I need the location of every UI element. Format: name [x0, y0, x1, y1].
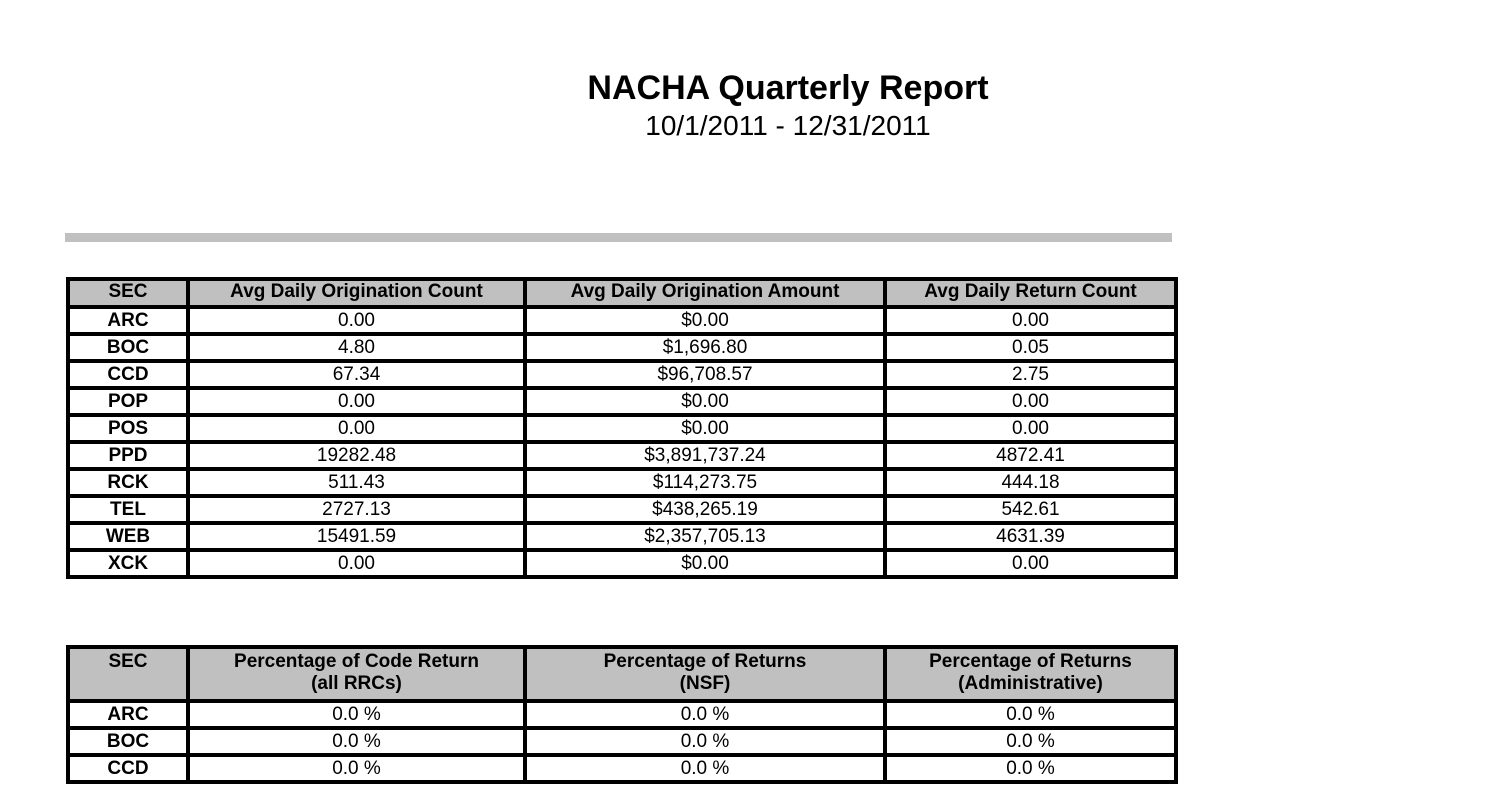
header-line-1: Percentage of Returns — [603, 651, 807, 672]
return-count: 542.61 — [885, 496, 1176, 523]
sec-code: TEL — [68, 496, 188, 523]
table-row — [68, 550, 1176, 577]
orig-count: 67.34 — [188, 361, 525, 388]
header-line-2: (all RRCs) — [311, 673, 402, 694]
orig-amount: $114,273.75 — [525, 469, 885, 496]
return-count: 0.00 — [885, 307, 1176, 334]
pct-administrative: 0.0 % — [885, 755, 1176, 782]
orig-amount: $0.00 — [525, 388, 885, 415]
orig-count: 511.43 — [188, 469, 525, 496]
header-line-1: Percentage of Code Return — [234, 651, 479, 672]
sec-code: CCD — [68, 755, 188, 782]
pct-code-return: 0.0 % — [188, 728, 525, 755]
header-divider — [65, 233, 1172, 242]
sec-code: POP — [68, 388, 188, 415]
sec-code: ARC — [68, 307, 188, 334]
return-count: 0.00 — [885, 388, 1176, 415]
table-row — [68, 334, 1176, 361]
return-count: 0.05 — [885, 334, 1176, 361]
column-header-sec — [68, 647, 188, 701]
table-row — [68, 523, 1176, 550]
orig-count: 0.00 — [188, 550, 525, 577]
return-percentage-table — [66, 645, 1178, 784]
table-row — [68, 307, 1176, 334]
header-line-1: SEC — [108, 651, 148, 672]
orig-count: 19282.48 — [188, 442, 525, 469]
orig-amount: $3,891,737.24 — [525, 442, 885, 469]
orig-count: 0.00 — [188, 307, 525, 334]
sec-code: PPD — [68, 442, 188, 469]
sec-code: XCK — [68, 550, 188, 577]
pct-code-return: 0.0 % — [188, 755, 525, 782]
sec-code: CCD — [68, 361, 188, 388]
orig-count: 15491.59 — [188, 523, 525, 550]
table-row — [68, 701, 1176, 728]
sec-code: BOC — [68, 728, 188, 755]
pct-administrative: 0.0 % — [885, 728, 1176, 755]
table-header-row — [68, 279, 1176, 307]
header-line-1: Percentage of Returns — [929, 651, 1132, 672]
orig-count: 2727.13 — [188, 496, 525, 523]
orig-count: 0.00 — [188, 388, 525, 415]
return-count: 0.00 — [885, 550, 1176, 577]
column-header-pct-administrative — [885, 647, 1176, 701]
pct-nsf: 0.0 % — [525, 755, 885, 782]
column-header-sec: SEC — [68, 279, 188, 307]
sec-code: WEB — [68, 523, 188, 550]
column-header-orig-amount: Avg Daily Origination Amount — [525, 279, 885, 307]
column-header-pct-code-return — [188, 647, 525, 701]
sec-code: POS — [68, 415, 188, 442]
table-row — [68, 388, 1176, 415]
return-count: 2.75 — [885, 361, 1176, 388]
table-row — [68, 442, 1176, 469]
report-title: NACHA Quarterly Report — [587, 69, 989, 107]
report-date-range: 10/1/2011 - 12/31/2011 — [645, 110, 931, 141]
column-header-orig-count: Avg Daily Origination Count — [188, 279, 525, 307]
orig-amount: $0.00 — [525, 415, 885, 442]
table-row — [68, 728, 1176, 755]
return-count: 0.00 — [885, 415, 1176, 442]
origination-summary-table — [66, 277, 1178, 579]
orig-count: 4.80 — [188, 334, 525, 361]
sec-code: BOC — [68, 334, 188, 361]
table-row — [68, 496, 1176, 523]
pct-nsf: 0.0 % — [525, 701, 885, 728]
table-row — [68, 361, 1176, 388]
orig-amount: $0.00 — [525, 550, 885, 577]
header-line-2: (Administrative) — [958, 673, 1103, 694]
report-header — [0, 67, 1500, 143]
column-header-pct-nsf — [525, 647, 885, 701]
orig-count: 0.00 — [188, 415, 525, 442]
orig-amount: $0.00 — [525, 307, 885, 334]
column-header-return-count: Avg Daily Return Count — [885, 279, 1176, 307]
table-row — [68, 755, 1176, 782]
table-header-row — [68, 647, 1176, 701]
table-row — [68, 469, 1176, 496]
pct-code-return: 0.0 % — [188, 701, 525, 728]
return-count: 4872.41 — [885, 442, 1176, 469]
pct-nsf: 0.0 % — [525, 728, 885, 755]
table-row — [68, 415, 1176, 442]
orig-amount: $438,265.19 — [525, 496, 885, 523]
pct-administrative: 0.0 % — [885, 701, 1176, 728]
sec-code: ARC — [68, 701, 188, 728]
return-count: 4631.39 — [885, 523, 1176, 550]
return-count: 444.18 — [885, 469, 1176, 496]
orig-amount: $1,696.80 — [525, 334, 885, 361]
orig-amount: $2,357,705.13 — [525, 523, 885, 550]
orig-amount: $96,708.57 — [525, 361, 885, 388]
sec-code: RCK — [68, 469, 188, 496]
header-line-2: (NSF) — [679, 673, 731, 694]
